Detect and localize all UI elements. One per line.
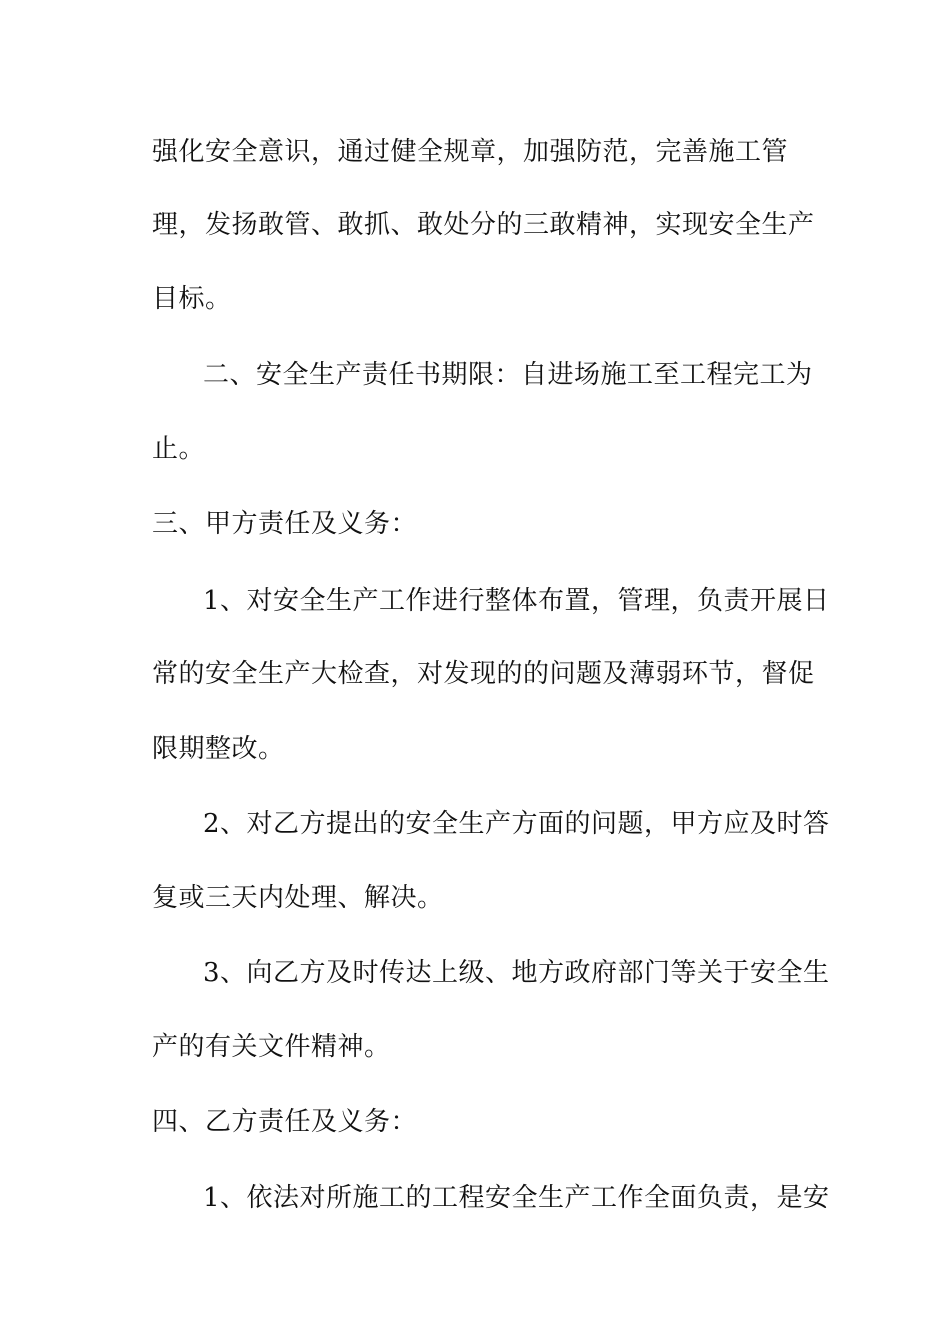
list-item-line: 复或三天内处理、解决。 (152, 883, 444, 913)
list-item-line: 1、依法对所施工的工程安全生产工作全面负责，是安 (203, 1183, 830, 1213)
paragraph-line: 目标。 (152, 284, 232, 314)
list-item-line: 1、对安全生产工作进行整体布置，管理，负责开展日 (203, 586, 830, 616)
list-item-line: 常的安全生产大检查，对发现的的问题及薄弱环节，督促 (152, 659, 815, 689)
paragraph-line: 止。 (152, 434, 206, 464)
list-item-line: 限期整改。 (152, 734, 285, 764)
paragraph-line: 强化安全意识，通过健全规章，加强防范，完善施工管 (152, 137, 789, 167)
list-item-line: 产的有关文件精神。 (152, 1032, 391, 1062)
paragraph-line: 理，发扬敢管、敢抓、敢处分的三敢精神，实现安全生产 (152, 210, 815, 240)
section-heading: 三、甲方责任及义务： (152, 509, 418, 539)
section-heading: 四、乙方责任及义务： (152, 1107, 418, 1137)
list-item-line: 2、对乙方提出的安全生产方面的问题，甲方应及时答 (203, 809, 830, 839)
section-heading-line: 二、安全生产责任书期限：自进场施工至工程完工为 (203, 360, 813, 390)
list-item-line: 3、向乙方及时传达上级、地方政府部门等关于安全生 (203, 958, 830, 988)
